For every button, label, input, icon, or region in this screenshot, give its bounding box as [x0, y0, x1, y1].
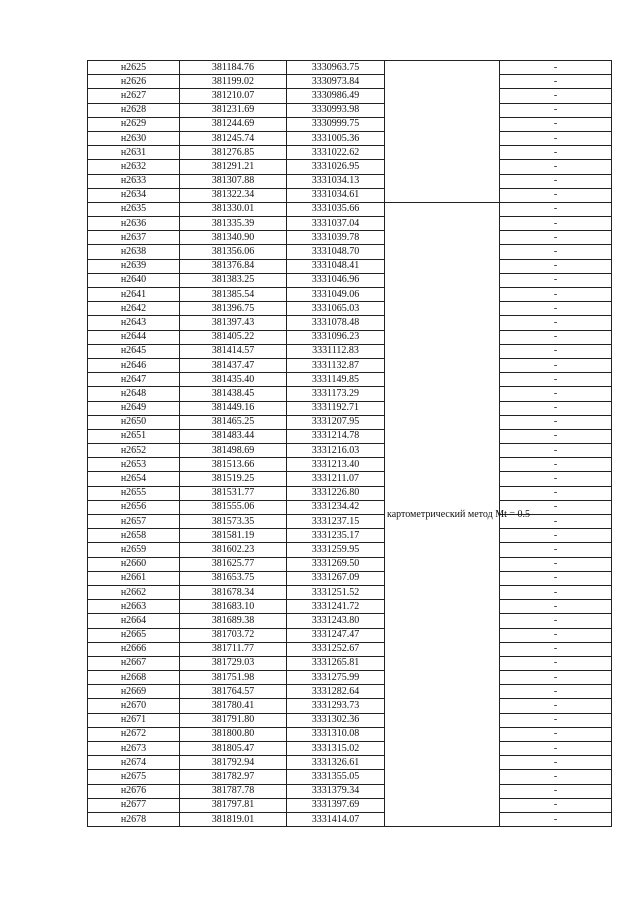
cell-y: 3331226.80: [287, 486, 385, 500]
table-row: [88, 273, 612, 287]
cell-accuracy: -: [500, 358, 612, 372]
cell-x: 381210.07: [180, 89, 287, 103]
cell-name: н2653: [88, 458, 180, 472]
coordinates-table-body: [88, 61, 612, 827]
cell-y: 3331046.96: [287, 273, 385, 287]
cell-accuracy: -: [500, 202, 612, 216]
cell-x: 381376.84: [180, 259, 287, 273]
cell-x: 381356.06: [180, 245, 287, 259]
cell-name: н2626: [88, 75, 180, 89]
cell-name: н2643: [88, 316, 180, 330]
cell-y: 3330999.75: [287, 117, 385, 131]
cell-name: н2632: [88, 160, 180, 174]
cell-y: 3331078.48: [287, 316, 385, 330]
cell-y: 3331252.67: [287, 642, 385, 656]
cell-y: 3331293.73: [287, 699, 385, 713]
cell-x: 381729.03: [180, 656, 287, 670]
table-row: [88, 217, 612, 231]
cell-x: 381199.02: [180, 75, 287, 89]
table-row: [88, 344, 612, 358]
cell-y: 3331207.95: [287, 415, 385, 429]
table-row: [88, 798, 612, 812]
cell-name: н2670: [88, 699, 180, 713]
table-row: [88, 628, 612, 642]
cell-y: 3331048.70: [287, 245, 385, 259]
cell-accuracy: -: [500, 160, 612, 174]
cell-y: 3330993.98: [287, 103, 385, 117]
cell-accuracy: -: [500, 217, 612, 231]
cell-x: 381782.97: [180, 770, 287, 784]
cell-y: 3331065.03: [287, 302, 385, 316]
cell-x: 381573.35: [180, 515, 287, 529]
table-row: [88, 330, 612, 344]
cell-name: н2655: [88, 486, 180, 500]
cell-y: 3331005.36: [287, 131, 385, 145]
cell-name: н2631: [88, 146, 180, 160]
cell-name: н2647: [88, 373, 180, 387]
cell-name: н2654: [88, 472, 180, 486]
cell-name: н2666: [88, 642, 180, 656]
cell-x: 381498.69: [180, 444, 287, 458]
table-row: [88, 585, 612, 599]
cell-y: 3331269.50: [287, 557, 385, 571]
coordinates-table: [87, 60, 612, 827]
table-row: [88, 103, 612, 117]
cell-y: 3330986.49: [287, 89, 385, 103]
table-row: [88, 486, 612, 500]
cell-y: 3331096.23: [287, 330, 385, 344]
table-row: [88, 656, 612, 670]
table-row: [88, 146, 612, 160]
cell-x: 381307.88: [180, 174, 287, 188]
cell-y: 3331282.64: [287, 685, 385, 699]
table-row: [88, 727, 612, 741]
table-row: [88, 373, 612, 387]
cell-y: 3331326.61: [287, 756, 385, 770]
table-row: [88, 784, 612, 798]
cell-y: 3331112.83: [287, 344, 385, 358]
cell-y: 3330963.75: [287, 61, 385, 75]
cell-y: 3331234.42: [287, 500, 385, 514]
cell-x: 381231.69: [180, 103, 287, 117]
cell-y: 3331265.81: [287, 656, 385, 670]
cell-accuracy: -: [500, 174, 612, 188]
table-row: [88, 472, 612, 486]
cell-x: 381437.47: [180, 358, 287, 372]
table-row: [88, 259, 612, 273]
cell-y: 3330973.84: [287, 75, 385, 89]
cell-name: н2667: [88, 656, 180, 670]
cell-y: 3331235.17: [287, 529, 385, 543]
cell-accuracy: -: [500, 131, 612, 145]
cell-name: н2649: [88, 401, 180, 415]
cell-name: н2678: [88, 812, 180, 826]
cell-y: 3331315.02: [287, 742, 385, 756]
cell-name: н2665: [88, 628, 180, 642]
cell-x: 381519.25: [180, 472, 287, 486]
table-row: [88, 699, 612, 713]
cell-name: н2663: [88, 600, 180, 614]
cell-name: н2650: [88, 415, 180, 429]
cell-accuracy: -: [500, 103, 612, 117]
cell-accuracy: -: [500, 486, 612, 500]
table-row: [88, 302, 612, 316]
cell-name: н2672: [88, 727, 180, 741]
cell-y: 3331034.61: [287, 188, 385, 202]
cell-y: 3331241.72: [287, 600, 385, 614]
table-row: [88, 174, 612, 188]
cell-y: 3331149.85: [287, 373, 385, 387]
cell-y: 3331022.62: [287, 146, 385, 160]
cell-x: 381435.40: [180, 373, 287, 387]
table-row: [88, 245, 612, 259]
cell-y: 3331310.08: [287, 727, 385, 741]
cell-y: 3331267.09: [287, 571, 385, 585]
cell-y: 3331243.80: [287, 614, 385, 628]
cell-accuracy: -: [500, 515, 612, 529]
cell-y: 3331037.04: [287, 217, 385, 231]
cell-accuracy: -: [500, 585, 612, 599]
cell-name: н2673: [88, 742, 180, 756]
cell-y: 3331251.52: [287, 585, 385, 599]
method-cell-empty: [385, 61, 500, 203]
cell-x: 381819.01: [180, 812, 287, 826]
table-row: [88, 614, 612, 628]
cell-name: н2634: [88, 188, 180, 202]
cell-name: н2675: [88, 770, 180, 784]
cell-accuracy: -: [500, 344, 612, 358]
cell-y: 3331302.36: [287, 713, 385, 727]
cell-name: н2635: [88, 202, 180, 216]
cell-accuracy: -: [500, 529, 612, 543]
cell-accuracy: -: [500, 742, 612, 756]
cell-name: н2639: [88, 259, 180, 273]
cell-x: 381797.81: [180, 798, 287, 812]
cell-y: 3331211.07: [287, 472, 385, 486]
cell-x: 381625.77: [180, 557, 287, 571]
cell-x: 381602.23: [180, 543, 287, 557]
cell-x: 381483.44: [180, 429, 287, 443]
cell-accuracy: -: [500, 330, 612, 344]
table-row: [88, 500, 612, 514]
cell-name: н2648: [88, 387, 180, 401]
table-row: [88, 89, 612, 103]
cell-x: 381291.21: [180, 160, 287, 174]
cell-y: 3331173.29: [287, 387, 385, 401]
cell-y: 3331379.34: [287, 784, 385, 798]
cell-accuracy: -: [500, 784, 612, 798]
cell-accuracy: -: [500, 61, 612, 75]
cell-y: 3331397.69: [287, 798, 385, 812]
cell-accuracy: -: [500, 444, 612, 458]
table-row: [88, 358, 612, 372]
cell-x: 381340.90: [180, 231, 287, 245]
cell-x: 381683.10: [180, 600, 287, 614]
cell-x: 381465.25: [180, 415, 287, 429]
cell-accuracy: -: [500, 642, 612, 656]
table-row: [88, 188, 612, 202]
cell-accuracy: -: [500, 415, 612, 429]
cell-name: н2651: [88, 429, 180, 443]
cell-name: н2669: [88, 685, 180, 699]
table-row: [88, 742, 612, 756]
cell-y: 3331275.99: [287, 671, 385, 685]
cell-name: н2629: [88, 117, 180, 131]
cell-x: 381531.77: [180, 486, 287, 500]
table-row: [88, 231, 612, 245]
cell-name: н2661: [88, 571, 180, 585]
cell-x: 381787.78: [180, 784, 287, 798]
cell-accuracy: -: [500, 770, 612, 784]
table-row: [88, 429, 612, 443]
cell-name: н2671: [88, 713, 180, 727]
cell-accuracy: -: [500, 231, 612, 245]
table-row: [88, 387, 612, 401]
table-row: [88, 202, 612, 216]
cell-x: 381276.85: [180, 146, 287, 160]
table-row: [88, 75, 612, 89]
cell-accuracy: -: [500, 75, 612, 89]
cell-accuracy: -: [500, 316, 612, 330]
cell-name: н2630: [88, 131, 180, 145]
cell-accuracy: -: [500, 429, 612, 443]
table-row: [88, 288, 612, 302]
cell-y: 3331259.95: [287, 543, 385, 557]
cell-x: 381405.22: [180, 330, 287, 344]
table-row: [88, 117, 612, 131]
cell-name: н2646: [88, 358, 180, 372]
table-row: [88, 557, 612, 571]
cell-accuracy: -: [500, 600, 612, 614]
cell-name: н2628: [88, 103, 180, 117]
cell-accuracy: -: [500, 713, 612, 727]
cell-accuracy: -: [500, 288, 612, 302]
cell-y: 3331039.78: [287, 231, 385, 245]
cell-y: 3331414.07: [287, 812, 385, 826]
cell-name: н2637: [88, 231, 180, 245]
cell-y: 3331132.87: [287, 358, 385, 372]
cell-accuracy: -: [500, 671, 612, 685]
cell-name: н2627: [88, 89, 180, 103]
cell-y: 3331216.03: [287, 444, 385, 458]
cell-x: 381330.01: [180, 202, 287, 216]
cell-x: 381751.98: [180, 671, 287, 685]
table-row: [88, 529, 612, 543]
cell-accuracy: -: [500, 699, 612, 713]
cell-accuracy: -: [500, 387, 612, 401]
cell-y: 3331237.15: [287, 515, 385, 529]
cell-x: 381689.38: [180, 614, 287, 628]
cell-accuracy: -: [500, 571, 612, 585]
cell-accuracy: -: [500, 458, 612, 472]
cell-accuracy: -: [500, 146, 612, 160]
cell-name: н2676: [88, 784, 180, 798]
cell-name: н2625: [88, 61, 180, 75]
cell-accuracy: -: [500, 401, 612, 415]
table-row: [88, 131, 612, 145]
cell-name: н2644: [88, 330, 180, 344]
table-row: [88, 713, 612, 727]
cell-x: 381245.74: [180, 131, 287, 145]
table-row: [88, 685, 612, 699]
cell-y: 3331035.66: [287, 202, 385, 216]
cell-x: 381513.66: [180, 458, 287, 472]
cell-x: 381581.19: [180, 529, 287, 543]
table-row: [88, 671, 612, 685]
cell-name: н2640: [88, 273, 180, 287]
cell-x: 381792.94: [180, 756, 287, 770]
cell-accuracy: -: [500, 188, 612, 202]
cell-accuracy: -: [500, 302, 612, 316]
cell-name: н2658: [88, 529, 180, 543]
cell-x: 381438.45: [180, 387, 287, 401]
table-row: [88, 316, 612, 330]
cell-y: 3331355.05: [287, 770, 385, 784]
cell-accuracy: -: [500, 245, 612, 259]
table-row: [88, 600, 612, 614]
cell-accuracy: -: [500, 727, 612, 741]
cell-y: 3331048.41: [287, 259, 385, 273]
cell-x: 381678.34: [180, 585, 287, 599]
method-cell: картометрический метод Mt = 0.5: [385, 202, 500, 826]
table-row: [88, 543, 612, 557]
cell-name: н2662: [88, 585, 180, 599]
cell-x: 381244.69: [180, 117, 287, 131]
table-row: [88, 642, 612, 656]
table-row: [88, 415, 612, 429]
cell-name: н2674: [88, 756, 180, 770]
cell-x: 381555.06: [180, 500, 287, 514]
table-row: [88, 160, 612, 174]
table-row: [88, 61, 612, 75]
cell-accuracy: -: [500, 273, 612, 287]
cell-accuracy: -: [500, 500, 612, 514]
cell-x: 381653.75: [180, 571, 287, 585]
cell-x: 381385.54: [180, 288, 287, 302]
cell-x: 381764.57: [180, 685, 287, 699]
cell-x: 381800.80: [180, 727, 287, 741]
cell-y: 3331026.95: [287, 160, 385, 174]
cell-y: 3331214.78: [287, 429, 385, 443]
cell-x: 381703.72: [180, 628, 287, 642]
cell-y: 3331034.13: [287, 174, 385, 188]
table-row: [88, 458, 612, 472]
cell-accuracy: -: [500, 543, 612, 557]
cell-x: 381805.47: [180, 742, 287, 756]
cell-name: н2659: [88, 543, 180, 557]
cell-name: н2664: [88, 614, 180, 628]
cell-y: 3331192.71: [287, 401, 385, 415]
cell-name: н2660: [88, 557, 180, 571]
cell-name: н2668: [88, 671, 180, 685]
cell-x: 381791.80: [180, 713, 287, 727]
cell-name: н2633: [88, 174, 180, 188]
cell-name: н2656: [88, 500, 180, 514]
cell-x: 381780.41: [180, 699, 287, 713]
cell-accuracy: -: [500, 628, 612, 642]
cell-x: 381383.25: [180, 273, 287, 287]
cell-name: н2677: [88, 798, 180, 812]
cell-name: н2642: [88, 302, 180, 316]
table-row: [88, 756, 612, 770]
cell-accuracy: -: [500, 656, 612, 670]
cell-accuracy: -: [500, 614, 612, 628]
cell-y: 3331049.06: [287, 288, 385, 302]
cell-x: 381711.77: [180, 642, 287, 656]
cell-accuracy: -: [500, 685, 612, 699]
cell-accuracy: -: [500, 798, 612, 812]
cell-accuracy: -: [500, 259, 612, 273]
cell-name: н2657: [88, 515, 180, 529]
table-row: [88, 401, 612, 415]
cell-accuracy: -: [500, 756, 612, 770]
table-row: [88, 770, 612, 784]
table-row: [88, 812, 612, 826]
cell-x: 381335.39: [180, 217, 287, 231]
cell-y: 3331213.40: [287, 458, 385, 472]
cell-x: 381184.76: [180, 61, 287, 75]
cell-accuracy: -: [500, 472, 612, 486]
table-row: [88, 515, 612, 529]
table-row: [88, 444, 612, 458]
cell-name: н2636: [88, 217, 180, 231]
cell-name: н2638: [88, 245, 180, 259]
cell-y: 3331247.47: [287, 628, 385, 642]
cell-name: н2641: [88, 288, 180, 302]
cell-x: 381396.75: [180, 302, 287, 316]
cell-accuracy: -: [500, 117, 612, 131]
cell-name: н2652: [88, 444, 180, 458]
cell-x: 381322.34: [180, 188, 287, 202]
cell-x: 381449.16: [180, 401, 287, 415]
cell-accuracy: -: [500, 812, 612, 826]
cell-accuracy: -: [500, 373, 612, 387]
cell-x: 381414.57: [180, 344, 287, 358]
cell-name: н2645: [88, 344, 180, 358]
cell-x: 381397.43: [180, 316, 287, 330]
cell-accuracy: -: [500, 557, 612, 571]
table-row: [88, 571, 612, 585]
cell-accuracy: -: [500, 89, 612, 103]
